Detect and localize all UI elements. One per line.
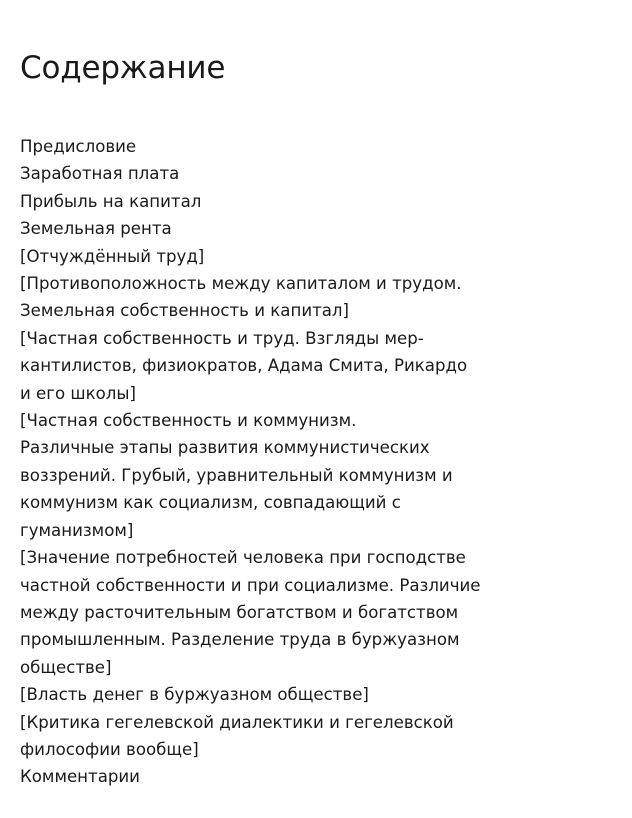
toc-item-line: [Критика гегелевской диалектики и гегелевской xyxy=(20,712,454,732)
toc-item-line: Земельная собственность и капитал] xyxy=(20,301,350,321)
toc-item-line: Комментарии xyxy=(20,767,140,787)
toc-item[interactable] xyxy=(20,160,520,187)
toc-item[interactable] xyxy=(20,325,520,407)
toc-item[interactable] xyxy=(20,681,520,708)
toc-item-line: Прибыль на капитал xyxy=(20,191,202,211)
toc-item[interactable] xyxy=(20,215,520,242)
toc-item-line: философии вообще] xyxy=(20,739,199,759)
toc-item[interactable] xyxy=(20,243,520,270)
toc-item[interactable] xyxy=(20,188,520,215)
toc-item[interactable] xyxy=(20,544,520,681)
toc-item-line: [Власть денег в буржуазном обществе] xyxy=(20,685,369,705)
toc-item-line: воззрений. Грубый, уравнительный коммунизм и xyxy=(20,465,453,485)
toc-item-line: между расточительным богатством и богатством xyxy=(20,602,459,622)
toc-item[interactable] xyxy=(20,270,520,325)
toc-item[interactable] xyxy=(20,763,520,790)
toc-list xyxy=(20,133,520,791)
toc-item-line: [Частная собственность и коммунизм. xyxy=(20,411,357,431)
toc-item-line: [Частная собственность и труд. Взгляды мер- xyxy=(20,328,424,348)
toc-item-line: Земельная рента xyxy=(20,219,172,239)
toc-item-line: обществе] xyxy=(20,657,112,677)
toc-item[interactable] xyxy=(20,709,520,764)
toc-item-line: Различные этапы развития коммунистических xyxy=(20,438,430,458)
toc-item-line: кантилистов, физиократов, Адама Смита, Рикардо xyxy=(20,356,468,376)
toc-item-line: коммунизм как социализм, совпадающий с xyxy=(20,493,401,513)
toc-item-line: Заработная плата xyxy=(20,164,180,184)
toc-item-line: частной собственности и при социализме. Различие xyxy=(20,575,481,595)
toc-item-line: [Противоположность между капиталом и трудом. xyxy=(20,274,462,294)
page-title: Содержание xyxy=(20,50,226,86)
toc-item[interactable] xyxy=(20,407,520,544)
toc-item-line: промышленным. Разделение труда в буржуазном xyxy=(20,630,460,650)
toc-item-line: [Отчуждённый труд] xyxy=(20,246,205,266)
toc-item-line: и его школы] xyxy=(20,383,136,403)
toc-item-line: гуманизмом] xyxy=(20,520,134,540)
toc-item[interactable] xyxy=(20,133,520,160)
toc-item-line: [Значение потребностей человека при господстве xyxy=(20,548,466,568)
toc-item-line: Предисловие xyxy=(20,137,137,156)
